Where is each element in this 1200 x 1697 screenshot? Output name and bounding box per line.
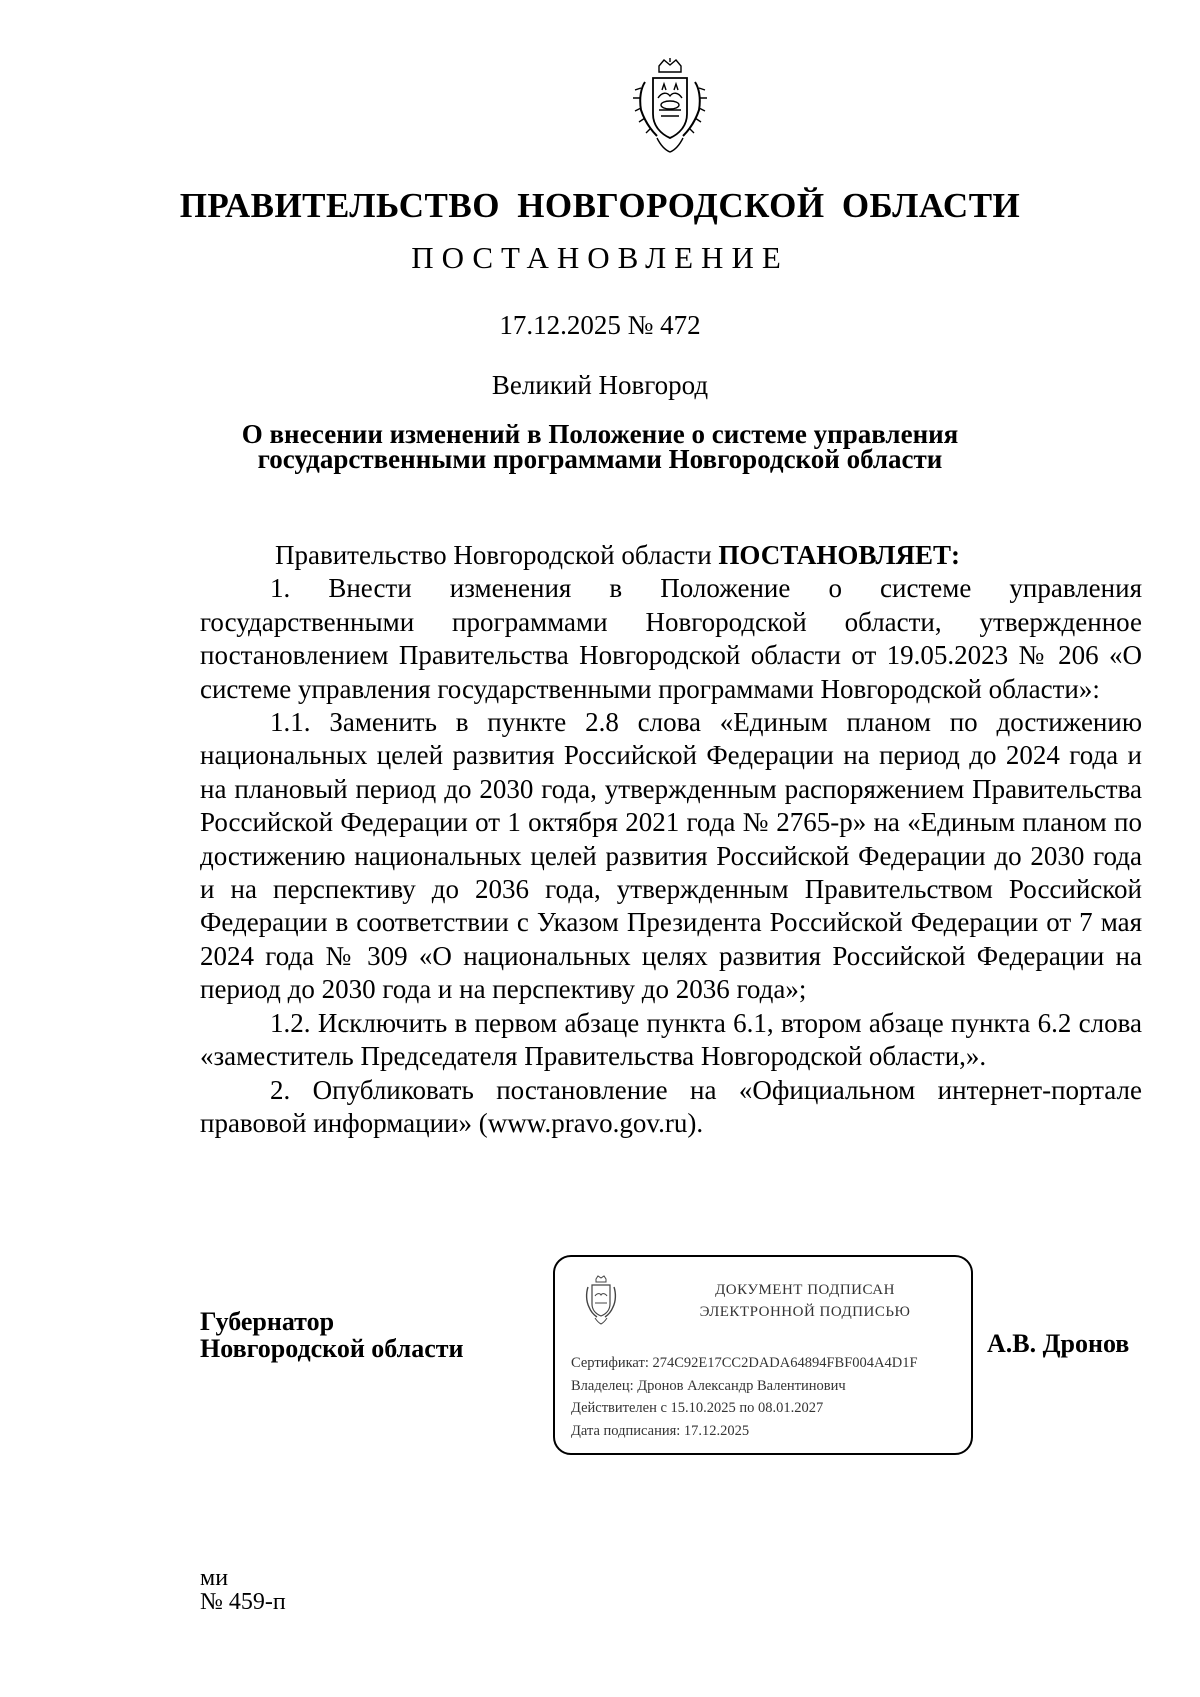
document-subject [0,419,1200,474]
sign-date-line: Дата подписания: 17.12.2025 [571,1422,750,1439]
stamp-title-line: ДОКУМЕНТ ПОДПИСАН [715,1282,895,1298]
signatory-name: А.В. Дронов [987,1329,1130,1358]
draft-number: № 459-п [200,1589,286,1615]
position-line: Губернатор [200,1307,335,1336]
lead-paragraph [200,539,1142,572]
coat-of-arms-icon [581,1275,621,1325]
coat-of-arms-icon [631,58,709,154]
document-city: Великий Новгород [491,370,709,400]
subject-line: государственными программами Новгородской области [257,444,943,474]
paragraph-2: 2. Опубликовать постановление на «Официальном интернет-портале правовой информации» (www.pravo.gov.ru). [200,1074,1142,1138]
document-type: ПОСТАНОВЛЕНИЕ [411,240,789,275]
document-body [200,539,1142,1140]
document-date-number: 17.12.2025 № 472 [499,310,701,340]
certificate-line: Сертификат: 274C92E17CC2DADA64894FBF004A4D1F [571,1355,918,1371]
validity-line: Действителен с 15.10.2025 по 08.01.2027 [571,1400,824,1416]
paragraph-1-2: 1.2. Исключить в первом абзаце пункта 6.1, втором абзаце пункта 6.2 слова «заместитель Председателя Правительства Новгородской области,». [200,1007,1142,1072]
stamp-details [571,1352,918,1442]
stamp-title-line: ЭЛЕКТРОННОЙ ПОДПИСЬЮ [699,1304,911,1320]
organization-title: ПРАВИТЕЛЬСТВО НОВГОРОДСКОЙ ОБЛАСТИ [179,186,1021,225]
subject-line: О внесении изменений в Положение о системе управления [241,419,959,449]
lead-text: Правительство Новгородской области [275,540,712,570]
paragraph-1-1: 1.1. Заменить в пункте 2.8 слова «Единым планом по достижению национальных целей развития Российской Федерации на период до 2024 года и на плановый период до 2030 года, утвержденным распоряжением Правительства Российской Федерации от 1 октября 2021 года № 2765-р» на «Единым планом по достижению национальных целей развития Российской Федерации до 2030 года и на перспективу до 2036 года, утвержденным Правительством Российской Федерации в соответствии с Указом Президента Российской Федерации от 7 мая 2024 года № 309 «О национальных целях развития Российской Федерации на период до 2030 года и на перспективу до 2036 года»; [200,707,1142,1005]
position-line: Новгородской области [200,1334,464,1363]
document-footer [200,1566,286,1614]
electronic-signature-stamp [553,1255,973,1455]
stamp-title [655,1279,955,1323]
lead-bold: ПОСТАНОВЛЯЕТ: [718,540,960,570]
signatory-position [200,1308,464,1362]
paragraph-1: 1. Внести изменения в Положение о системе управления государственными программами Новгородской области, утвержденное постановлением Правительства Новгородской области от 19.05.2023 № 206 «О системе управления государственными программами Новгородской области»: [200,573,1142,704]
owner-line: Владелец: Дронов Александр Валентинович [571,1377,846,1394]
executor-initials: ми [200,1565,229,1591]
